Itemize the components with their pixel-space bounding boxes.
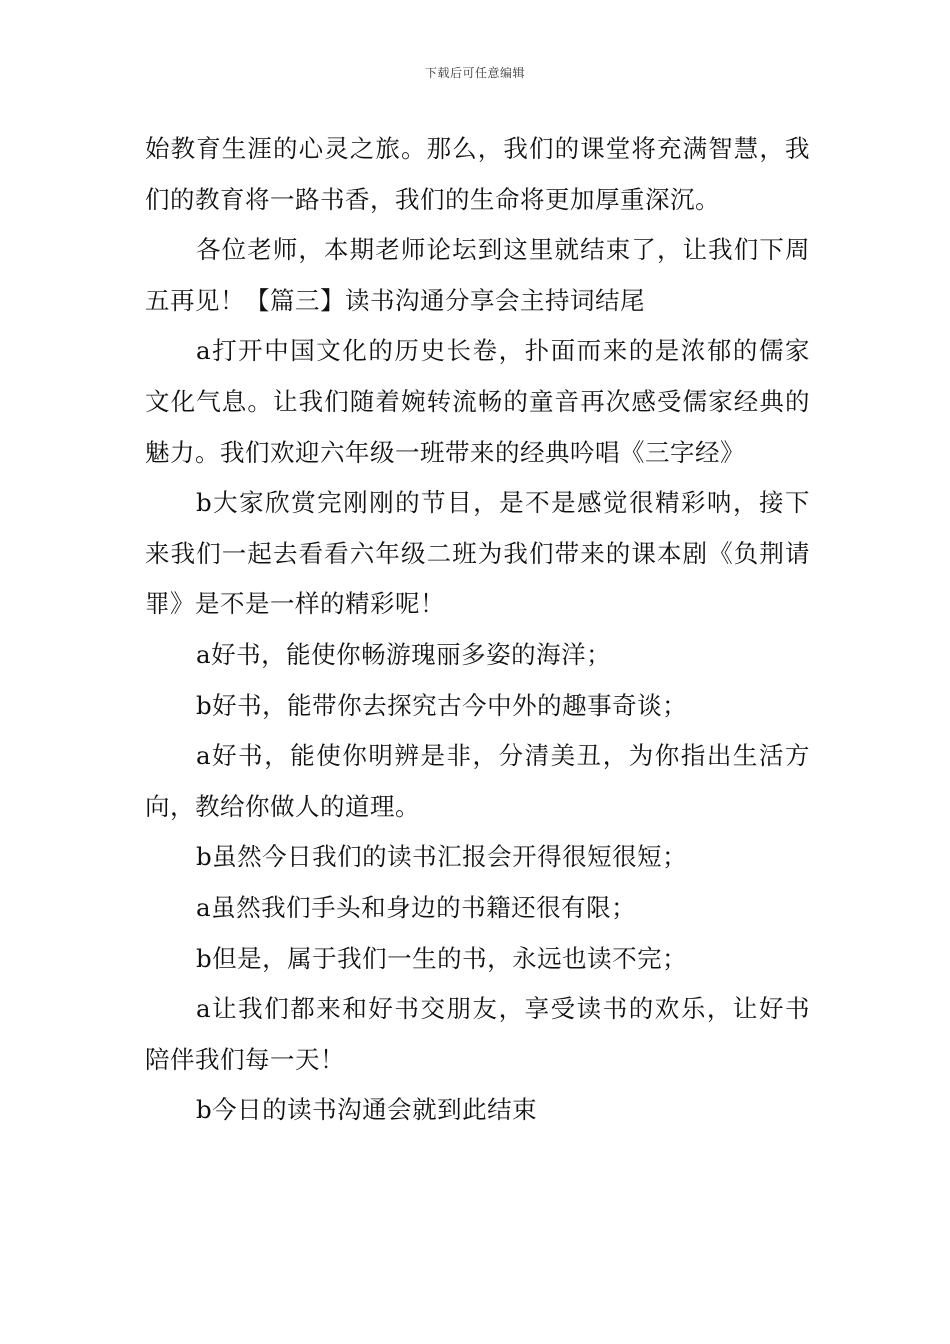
paragraph: b但是，属于我们一生的书，永远也读不完； — [196, 943, 688, 973]
paragraph: b好书，能带你去探究古今中外的趣事奇谈； — [196, 690, 688, 720]
document-body — [145, 124, 810, 1136]
paragraph: a虽然我们手头和身边的书籍还很有限； — [196, 892, 637, 922]
paragraph: a好书，能使你畅游瑰丽多姿的海洋； — [196, 639, 612, 669]
page-header: 下载后可任意编辑 — [424, 66, 525, 80]
paragraph: 始教育生涯的心灵之旅。那么，我们的课堂将充满智慧，我们的教育将一路书香，我们的生命将更加厚重深沉。 — [145, 134, 810, 214]
paragraph: a好书，能使你明辨是非，分清美丑，为你指出生活方向，教给你做人的道理。 — [145, 741, 810, 821]
paragraph: a让我们都来和好书交朋友，享受读书的欢乐，让好书陪伴我们每一天！ — [145, 994, 810, 1074]
paragraph: b虽然今日我们的读书汇报会开得很短很短； — [196, 842, 688, 872]
paragraph: a打开中国文化的历史长卷，扑面而来的是浓郁的儒家文化气息。让我们随着婉转流畅的童音再次感受儒家经典的魅力。我们欢迎六年级一班带来的经典吟唱《三字经》 — [145, 336, 810, 467]
paragraph: b大家欣赏完刚刚的节目，是不是感觉很精彩呐，接下来我们一起去看看六年级二班为我们带来的课本剧《负荆请罪》是不是一样的精彩呢！ — [145, 488, 810, 619]
paragraph: b今日的读书沟通会就到此结束 — [196, 1095, 538, 1125]
paragraph: 各位老师，本期老师论坛到这里就结束了，让我们下周五再见！【篇三】读书沟通分享会主持词结尾 — [145, 235, 810, 315]
